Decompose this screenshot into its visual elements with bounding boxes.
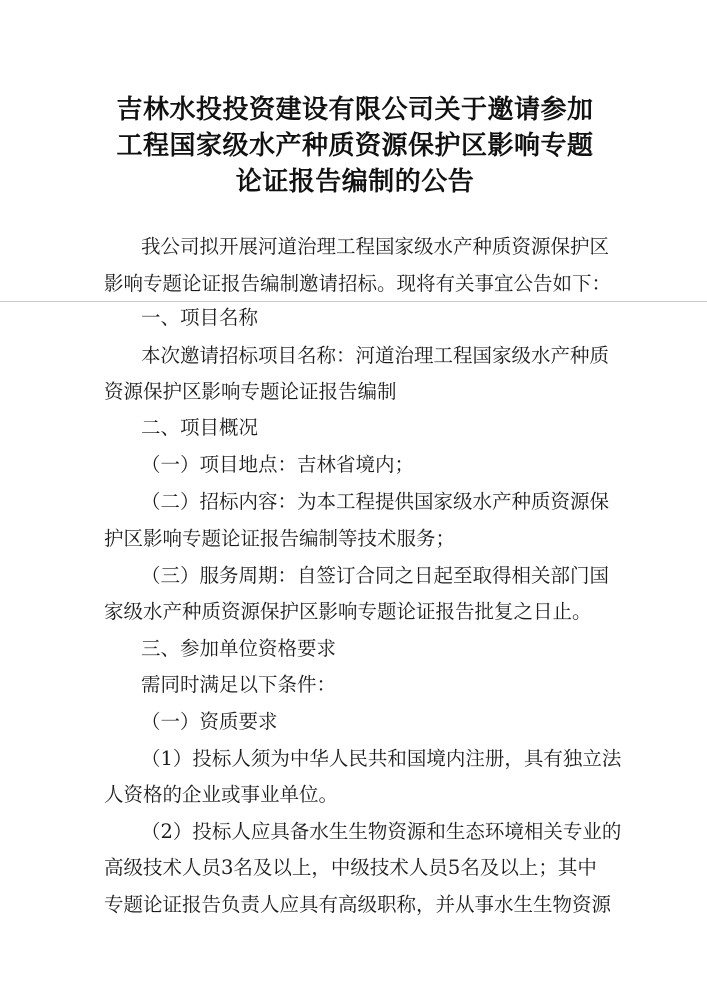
qualification-conditions: 需同时满足以下条件：: [141, 673, 337, 696]
document-title-line-1: 吉林水投投资建设有限公司关于邀请参加: [116, 95, 594, 125]
document-title-line-2: 工程国家级水产种质资源保护区影响专题: [116, 131, 594, 161]
qualification-item-2-line-2: 高级技术人员3名及以上，中级技术人员5名及以上；其中: [104, 856, 597, 879]
scan-artifact-line: [0, 301, 707, 302]
qualification-item-2-line-1: （2）投标人应具备水生生物资源和生态环境相关专业的: [141, 820, 622, 843]
project-name-line-2: 资源保护区影响专题论证报告编制: [104, 380, 397, 403]
qualification-item-2-line-3: 专题论证报告负责人应具有高级职称，并从事水生生物资源: [104, 893, 612, 916]
qualification-item-1-line-2: 人资格的企业或事业单位。: [104, 783, 339, 806]
body-paragraph-intro-line-1: 我公司拟开展河道治理工程国家级水产种质资源保护区: [141, 235, 610, 258]
section-heading-project-name: 一、项目名称: [141, 306, 259, 329]
project-name-line-1: 本次邀请招标项目名称：河道治理工程国家级水产种质: [141, 344, 610, 367]
overview-location: （一）项目地点：吉林省境内；: [141, 453, 415, 476]
section-heading-qualifications: 三、参加单位资格要求: [141, 637, 337, 660]
qualification-item-1-line-1: （1）投标人须为中华人民共和国境内注册，具有独立法: [141, 747, 622, 770]
body-paragraph-intro-line-2: 影响专题论证报告编制邀请招标。现将有关事宜公告如下：: [104, 272, 612, 295]
section-heading-project-overview: 二、项目概况: [141, 416, 259, 439]
overview-period-line-1: （三）服务周期：自签订合同之日起至取得相关部门国: [141, 564, 610, 587]
overview-content-line-2: 护区影响专题论证报告编制等技术服务；: [104, 527, 456, 550]
document-title-line-3: 论证报告编制的公告: [235, 167, 475, 197]
qualification-subheading: （一）资质要求: [141, 710, 278, 733]
overview-period-line-2: 家级水产种质资源保护区影响专题论证报告批复之日止。: [104, 600, 592, 623]
overview-content-line-1: （二）招标内容：为本工程提供国家级水产种质资源保: [141, 490, 610, 513]
